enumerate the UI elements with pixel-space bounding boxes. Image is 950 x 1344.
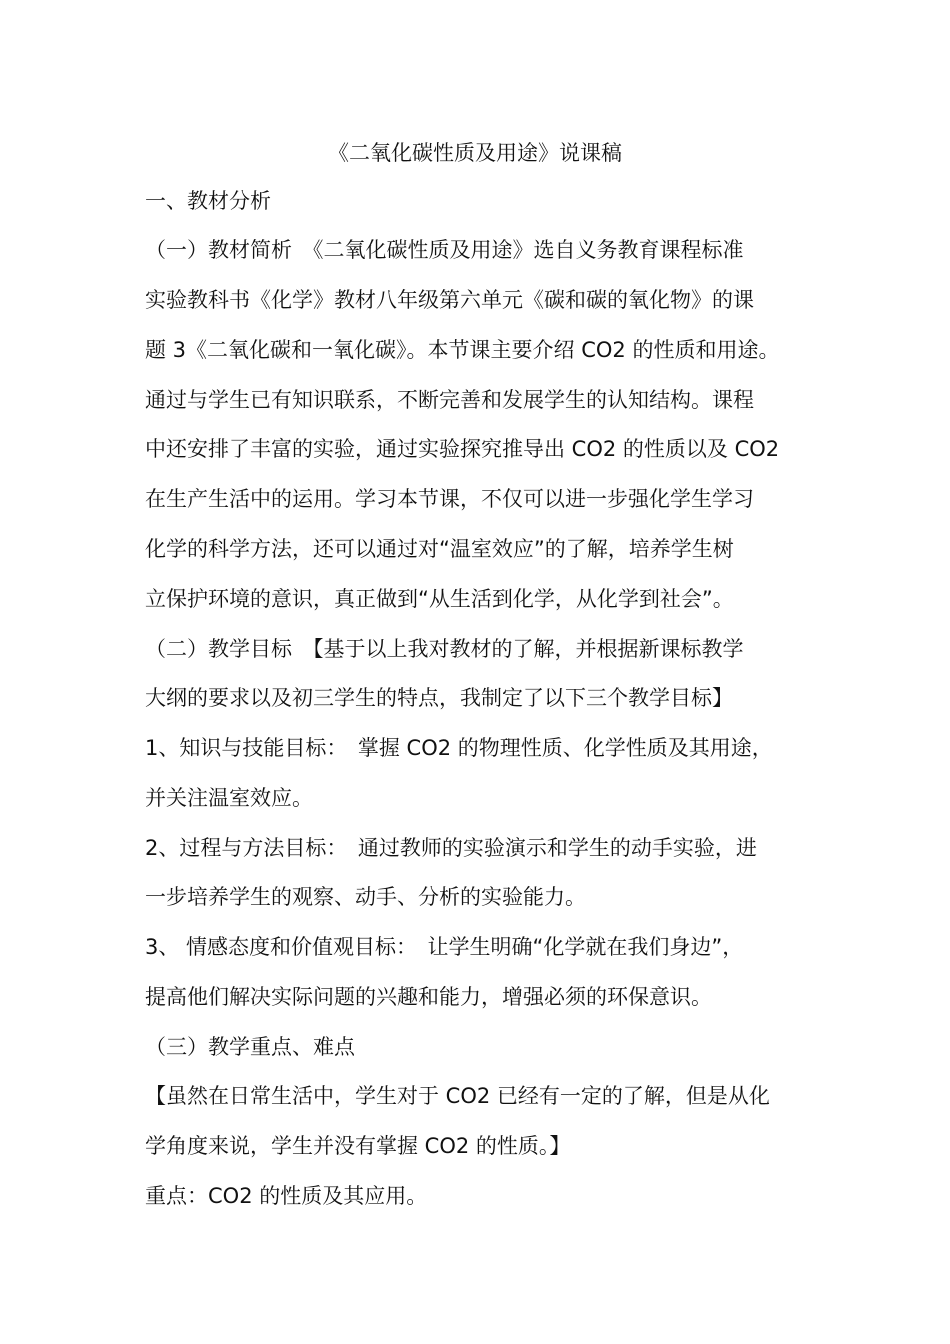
paragraph-line: （二）教学目标 【基于以上我对教材的了解，并根据新课标教学 — [145, 637, 744, 661]
paragraph-line: 立保护环境的意识，真正做到“从生活到化学，从化学到社会”。 — [145, 587, 734, 611]
section-heading: （三）教学重点、难点 — [145, 1035, 355, 1059]
paragraph-line: 学角度来说，学生并没有掌握 CO2 的性质。】 — [145, 1134, 571, 1158]
paragraph-line: 中还安排了丰富的实验，通过实验探究推导出 CO2 的性质以及 CO2 — [145, 437, 780, 461]
paragraph-line: 1、知识与技能目标： 掌握 CO2 的物理性质、化学性质及其用途， — [145, 736, 773, 760]
paragraph-line: 并关注温室效应。 — [145, 786, 313, 810]
paragraph-line: 【虽然在日常生活中，学生对于 CO2 已经有一定的了解，但是从化 — [145, 1084, 770, 1108]
paragraph-line: 提高他们解决实际问题的兴趣和能力，增强必须的环保意识。 — [145, 985, 712, 1009]
paragraph-line: 实验教科书《化学》教材八年级第六单元《碳和碳的氧化物》的课 — [145, 288, 754, 312]
paragraph-line: 重点：CO2 的性质及其应用。 — [145, 1184, 428, 1208]
paragraph-line: 通过与学生已有知识联系，不断完善和发展学生的认知结构。课程 — [145, 388, 754, 412]
paragraph-line: 一步培养学生的观察、动手、分析的实验能力。 — [145, 885, 586, 909]
paragraph-line: 题 3《二氧化碳和一氧化碳》。本节课主要介绍 CO2 的性质和用途。 — [145, 338, 780, 362]
paragraph-line: 在生产生活中的运用。学习本节课，不仅可以进一步强化学生学习 — [145, 487, 754, 511]
document-title: 《二氧化碳性质及用途》说课稿 — [328, 141, 622, 165]
paragraph-line: 2、过程与方法目标： 通过教师的实验演示和学生的动手实验，进 — [145, 836, 757, 860]
paragraph-line: 3、 情感态度和价值观目标： 让学生明确“化学就在我们身边”， — [145, 935, 744, 959]
section-heading: 一、教材分析 — [145, 189, 271, 213]
paragraph-line: 化学的科学方法，还可以通过对“温室效应”的了解，培养学生树 — [145, 537, 734, 561]
paragraph-line: （一）教材简析 《二氧化碳性质及用途》选自义务教育课程标准 — [145, 238, 744, 262]
paragraph-line: 大纲的要求以及初三学生的特点，我制定了以下三个教学目标】 — [145, 686, 733, 710]
